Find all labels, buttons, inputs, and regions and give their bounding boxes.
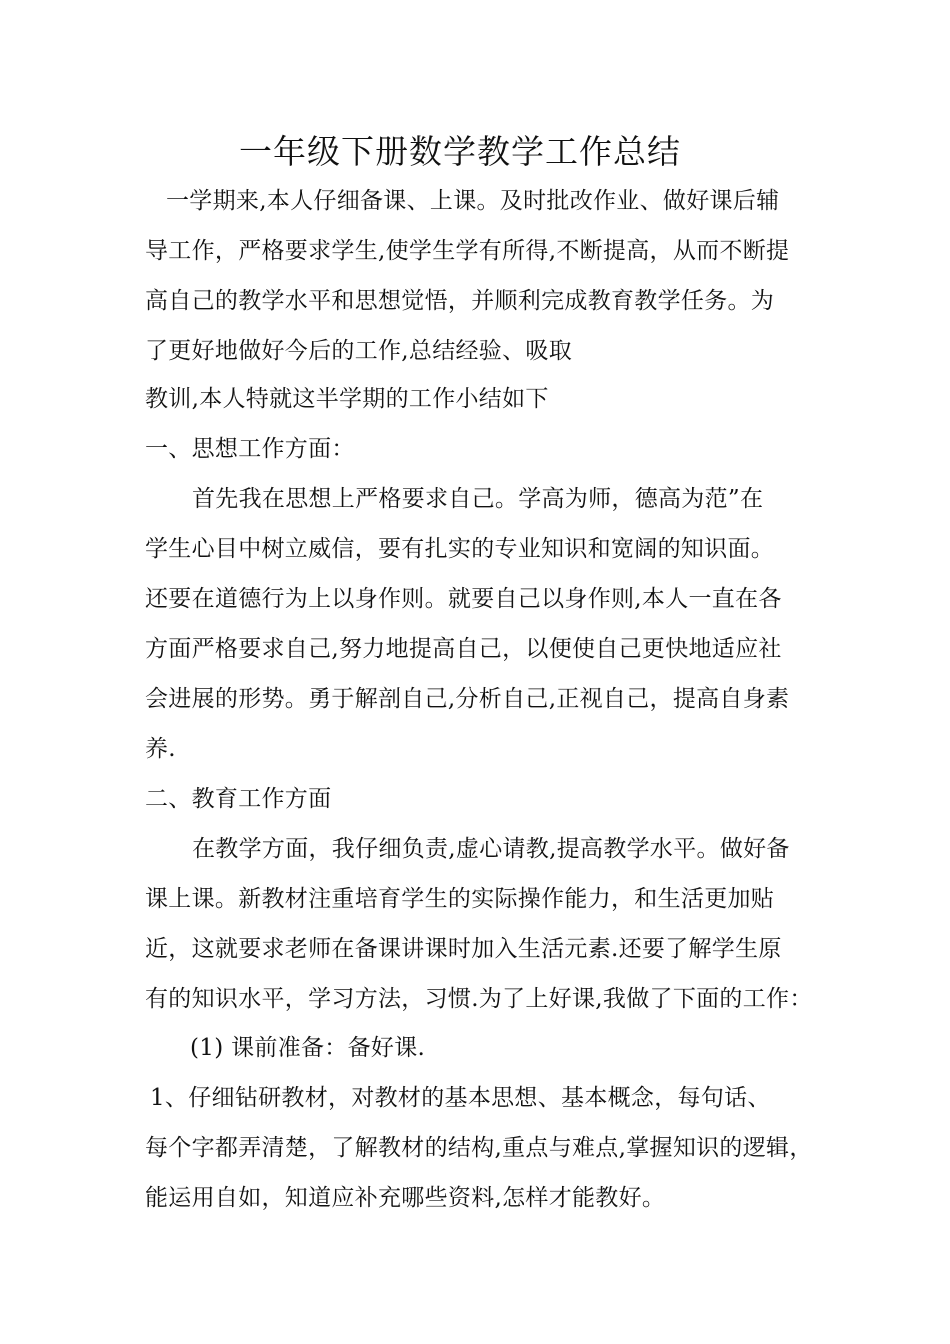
list-item-line: 每个字都弄清楚，了解教材的结构,重点与难点,掌握知识的逻辑， [145, 1135, 813, 1161]
paragraph-line: 导工作，严格要求学生,使学生学有所得,不断提高，从而不断提 [145, 238, 790, 264]
paragraph-line: 方面严格要求自己,努力地提高自己，以便使自己更快地适应社 [145, 636, 782, 662]
paragraph-line: 养. [145, 736, 176, 762]
paragraph-line: 有的知识水平，学习方法，习惯.为了上好课,我做了下面的工作： [145, 986, 813, 1012]
paragraph-line: 还要在道德行为上以身作则。就要自己以身作则,本人一直在各 [145, 586, 782, 612]
paragraph-line: 教训,本人特就这半学期的工作小结如下 [145, 386, 549, 412]
section-heading: 二、教育工作方面 [145, 786, 332, 812]
paragraph-line: 会进展的形势。勇于解剖自己,分析自己,正视自己，提高自身素 [145, 686, 790, 712]
paragraph-line: 在教学方面，我仔细负责,虚心请教,提高教学水平。做好备 [192, 836, 790, 862]
paragraph-line: 高自己的教学水平和思想觉悟，并顺利完成教育教学任务。为 [145, 288, 775, 314]
document-title: 一年级下册数学教学工作总结 [239, 132, 681, 171]
paragraph-line: 学生心目中树立威信，要有扎实的专业知识和宽阔的知识面。 [145, 536, 775, 562]
paragraph-line: 了更好地做好今后的工作,总结经验、吸取 [145, 338, 573, 364]
list-item-line: 能运用自如，知道应补充哪些资料,怎样才能教好。 [145, 1185, 666, 1211]
paragraph-line: 近，这就要求老师在备课讲课时加入生活元素.还要了解学生原 [145, 936, 782, 962]
paragraph-line: 课上课。新教材注重培育学生的实际操作能力，和生活更加贴 [145, 886, 775, 912]
subsection-heading: (1) 课前准备：备好课. [190, 1035, 426, 1061]
paragraph-line: 首先我在思想上严格要求自己。学高为师，德高为范”在 [192, 486, 764, 512]
paragraph-line: 一学期来,本人仔细备课、上课。及时批改作业、做好课后辅 [166, 188, 780, 214]
section-heading: 一、思想工作方面： [145, 436, 355, 462]
list-item-line: 1、仔细钻研教材，对教材的基本思想、基本概念，每句话、 [150, 1085, 771, 1111]
